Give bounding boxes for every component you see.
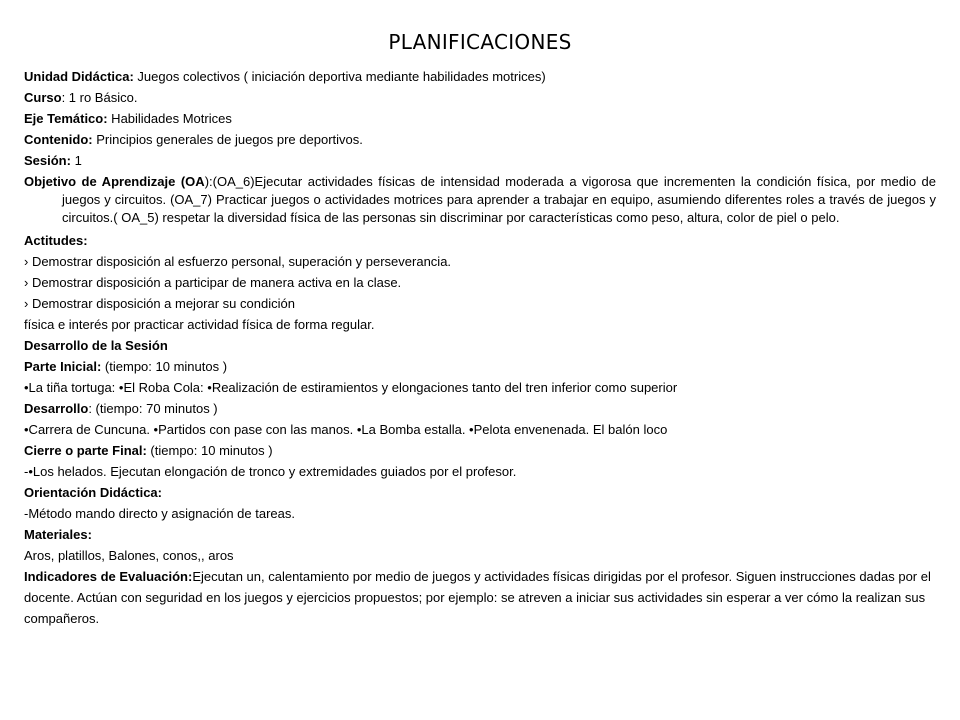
cierre-row bbox=[24, 440, 936, 461]
actitud-item: › Demostrar disposición al esfuerzo personal, superación y perseverancia. bbox=[24, 254, 452, 269]
desarrollo-row bbox=[24, 398, 936, 419]
parte-inicial-label: Parte Inicial: bbox=[24, 359, 102, 374]
unidad-row bbox=[24, 66, 936, 87]
desarrollo-sesion-heading: Desarrollo de la Sesión bbox=[24, 338, 168, 353]
orientacion-heading: Orientación Didáctica: bbox=[24, 485, 162, 500]
objetivo-value: ):(OA_6)Ejecutar actividades físicas de intensidad moderada a vigorosa que incrementen la condición física, por medio de juegos y circuitos. (OA_7) Practicar juegos o actividades motrices para aprender a trabajar en equipo, asumiendo diferentes roles a través de juegos y circuitos.( OA_5) respetar la diversidad física de las personas sin discriminar por características como peso, altura, color de piel o pelo. bbox=[62, 174, 936, 225]
desarrollo-activities: •Carrera de Cuncuna. •Partidos con pase con las manos. •La Bomba estalla. •Pelota envenenada. El balón loco bbox=[24, 422, 668, 437]
objetivo-label: Objetivo de Aprendizaje (OA bbox=[24, 174, 205, 189]
materiales-heading: Materiales: bbox=[24, 527, 92, 542]
sesion-label: Sesión: bbox=[24, 153, 71, 168]
orientacion-value: -Método mando directo y asignación de tareas. bbox=[24, 506, 295, 521]
desarrollo-time: : (tiempo: 70 minutos ) bbox=[88, 401, 218, 416]
desarrollo-label: Desarrollo bbox=[24, 401, 89, 416]
contenido-value: Principios generales de juegos pre deportivos. bbox=[92, 132, 363, 147]
sesion-value: 1 bbox=[70, 153, 82, 168]
planning-body bbox=[24, 66, 936, 629]
indicadores-paragraph bbox=[24, 566, 936, 629]
actitudes-heading: Actitudes: bbox=[24, 233, 88, 248]
materiales-value: Aros, platillos, Balones, conos,, aros bbox=[24, 548, 234, 563]
eje-value: Habilidades Motrices bbox=[107, 111, 232, 126]
curso-label: Curso bbox=[24, 90, 62, 105]
sesion-row bbox=[24, 150, 936, 171]
parte-inicial-activities: •La tiña tortuga: •El Roba Cola: •Realización de estiramientos y elongaciones tanto del tren inferior como superior bbox=[24, 380, 678, 395]
unidad-label: Unidad Didáctica: bbox=[24, 69, 134, 84]
eje-row bbox=[24, 108, 936, 129]
indicadores-value: Ejecutan un, calentamiento por medio de juegos y actividades físicas dirigidas por el profesor. Siguen instrucciones dadas por el docente. Actúan con seguridad en los juegos y ejercicios propuestos; por ejemplo: se atreven a iniciar sus actividades sin esperar a ver cómo la realizan sus compañeros. bbox=[24, 569, 931, 626]
curso-value: : 1 ro Básico. bbox=[61, 90, 138, 105]
cierre-activities: -•Los helados. Ejecutan elongación de tronco y extremidades guiados por el profesor. bbox=[24, 464, 517, 479]
indicadores-label: Indicadores de Evaluación: bbox=[24, 569, 193, 584]
eje-label: Eje Temático: bbox=[24, 111, 108, 126]
contenido-label: Contenido: bbox=[24, 132, 93, 147]
unidad-value: Juegos colectivos ( iniciación deportiva mediante habilidades motrices) bbox=[133, 69, 546, 84]
page-title: PLANIFICACIONES bbox=[388, 30, 572, 54]
actitud-item: › Demostrar disposición a mejorar su condición bbox=[24, 296, 295, 311]
actitud-item: física e interés por practicar actividad física de forma regular. bbox=[24, 317, 375, 332]
contenido-row bbox=[24, 129, 936, 150]
cierre-label: Cierre o parte Final: bbox=[24, 443, 147, 458]
objetivo-paragraph bbox=[24, 173, 936, 227]
parte-inicial-row bbox=[24, 356, 936, 377]
curso-row bbox=[24, 87, 936, 108]
actitud-item: › Demostrar disposición a participar de manera activa en la clase. bbox=[24, 275, 402, 290]
parte-inicial-time: (tiempo: 10 minutos ) bbox=[101, 359, 228, 374]
cierre-time: (tiempo: 10 minutos ) bbox=[146, 443, 273, 458]
